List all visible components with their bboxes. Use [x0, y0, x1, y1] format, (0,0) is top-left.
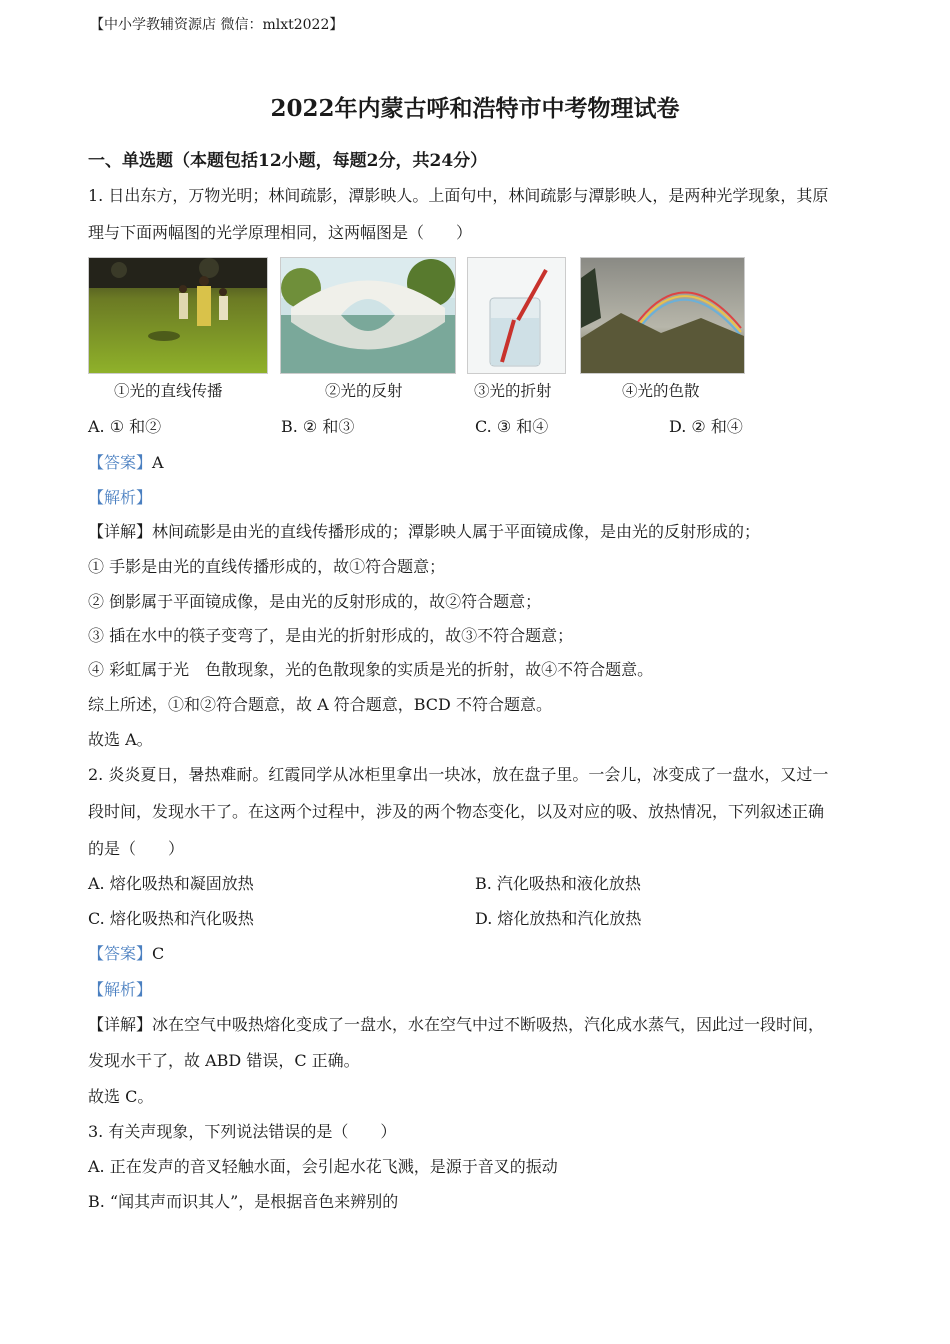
- detail-text: 林间疏影是由光的直线传播形成的；潭影映人属于平面镜成像，是由光的反射形成的；: [152, 522, 761, 541]
- q2-detail-line2: 发现水干了，故 ABD 错误，C 正确。: [88, 1051, 360, 1070]
- q2-stem-line3: 的是（ ）: [88, 839, 185, 858]
- q1-detail: [88, 519, 760, 542]
- photo-chopstick-in-water: [467, 257, 566, 374]
- page-header: 【中小学教辅资源店 微信：mlxt2022】: [90, 17, 344, 33]
- q1-explain-1: ① 手影是由光的直线传播形成的，故①符合题意；: [88, 557, 446, 576]
- q1-option-d: D. ② 和④: [669, 417, 743, 436]
- q1-option-c: C. ③ 和④: [475, 417, 549, 436]
- answer-value: A: [152, 453, 164, 472]
- q2-option-c: C. 熔化吸热和汽化吸热: [88, 909, 254, 928]
- detail-text: 冰在空气中吸热熔化变成了一盘水，水在空气中过不断吸热，汽化成水蒸气，因此过一段时间，: [152, 1015, 825, 1034]
- caption-2: ②光的反射: [325, 382, 403, 400]
- q1-analysis-label: 【解析】: [88, 488, 153, 507]
- detail-label: 【详解】: [88, 522, 153, 541]
- q1-explain-3: ③ 插在水中的筷子变弯了，是由光的折射形成的，故③不符合题意；: [88, 626, 574, 645]
- q1-stem-line2: 理与下面两幅图的光学原理相同，这两幅图是（ ）: [88, 223, 473, 242]
- q1-option-b: B. ② 和③: [281, 417, 355, 436]
- q2-detail-line1: [88, 1012, 824, 1035]
- q3-stem: 3. 有关声现象，下列说法错误的是（ ）: [88, 1122, 397, 1141]
- q2-answer: [88, 941, 164, 964]
- q1-stem-line1: 1. 日出东方，万物光明；林间疏影，潭影映人。上面句中，林间疏影与潭影映人，是两种光学现象，其原: [88, 186, 829, 205]
- detail-label: 【详解】: [88, 1015, 153, 1034]
- q2-option-a: A. 熔化吸热和凝固放热: [88, 874, 254, 893]
- q2-option-b: B. 汽化吸热和液化放热: [475, 874, 641, 893]
- answer-label: 【答案】: [88, 453, 153, 472]
- q2-analysis-label: 【解析】: [88, 980, 153, 999]
- section-heading: 一、单选题（本题包括12小题，每题2分，共24分）: [88, 151, 488, 171]
- q1-answer: [88, 450, 164, 473]
- answer-value: C: [152, 944, 165, 963]
- q1-conclusion: 故选 A。: [88, 730, 153, 749]
- caption-4: ④光的色散: [622, 382, 700, 400]
- q2-option-d: D. 熔化放热和汽化放热: [475, 909, 642, 928]
- q2-stem-line1: 2. 炎炎夏日，暑热难耐。红霞同学从冰柜里拿出一块冰，放在盘子里。一会儿，冰变成了一盘水，又过一: [88, 765, 829, 784]
- answer-label: 【答案】: [88, 944, 153, 963]
- q2-conclusion: 故选 C。: [88, 1087, 154, 1106]
- page-title: 2022年内蒙古呼和浩特市中考物理试卷: [270, 95, 680, 122]
- caption-3: ③光的折射: [474, 382, 552, 400]
- q1-summary: 综上所述，①和②符合题意，故 A 符合题意，BCD 不符合题意。: [88, 695, 552, 714]
- photo-rainbow: [580, 257, 745, 374]
- caption-1: ①光的直线传播: [114, 382, 223, 400]
- q2-stem-line2: 段时间，发现水干了。在这两个过程中，涉及的两个物态变化，以及对应的吸、放热情况，下列叙述正确: [88, 802, 825, 821]
- q1-explain-4: ④ 彩虹属于光 色散现象，光的色散现象的实质是光的折射，故④不符合题意。: [88, 660, 654, 679]
- photo-bridge-reflection: [280, 257, 456, 374]
- q1-explain-2: ② 倒影属于平面镜成像，是由光的反射形成的，故②符合题意；: [88, 592, 542, 611]
- photo-hand-shadow: [88, 257, 268, 374]
- q1-option-a: A. ① 和②: [88, 417, 162, 436]
- q3-option-a: A. 正在发声的音叉轻触水面，会引起水花飞溅，是源于音叉的振动: [88, 1157, 558, 1176]
- q3-option-b: B. “闻其声而识其人”，是根据音色来辨别的: [88, 1192, 399, 1211]
